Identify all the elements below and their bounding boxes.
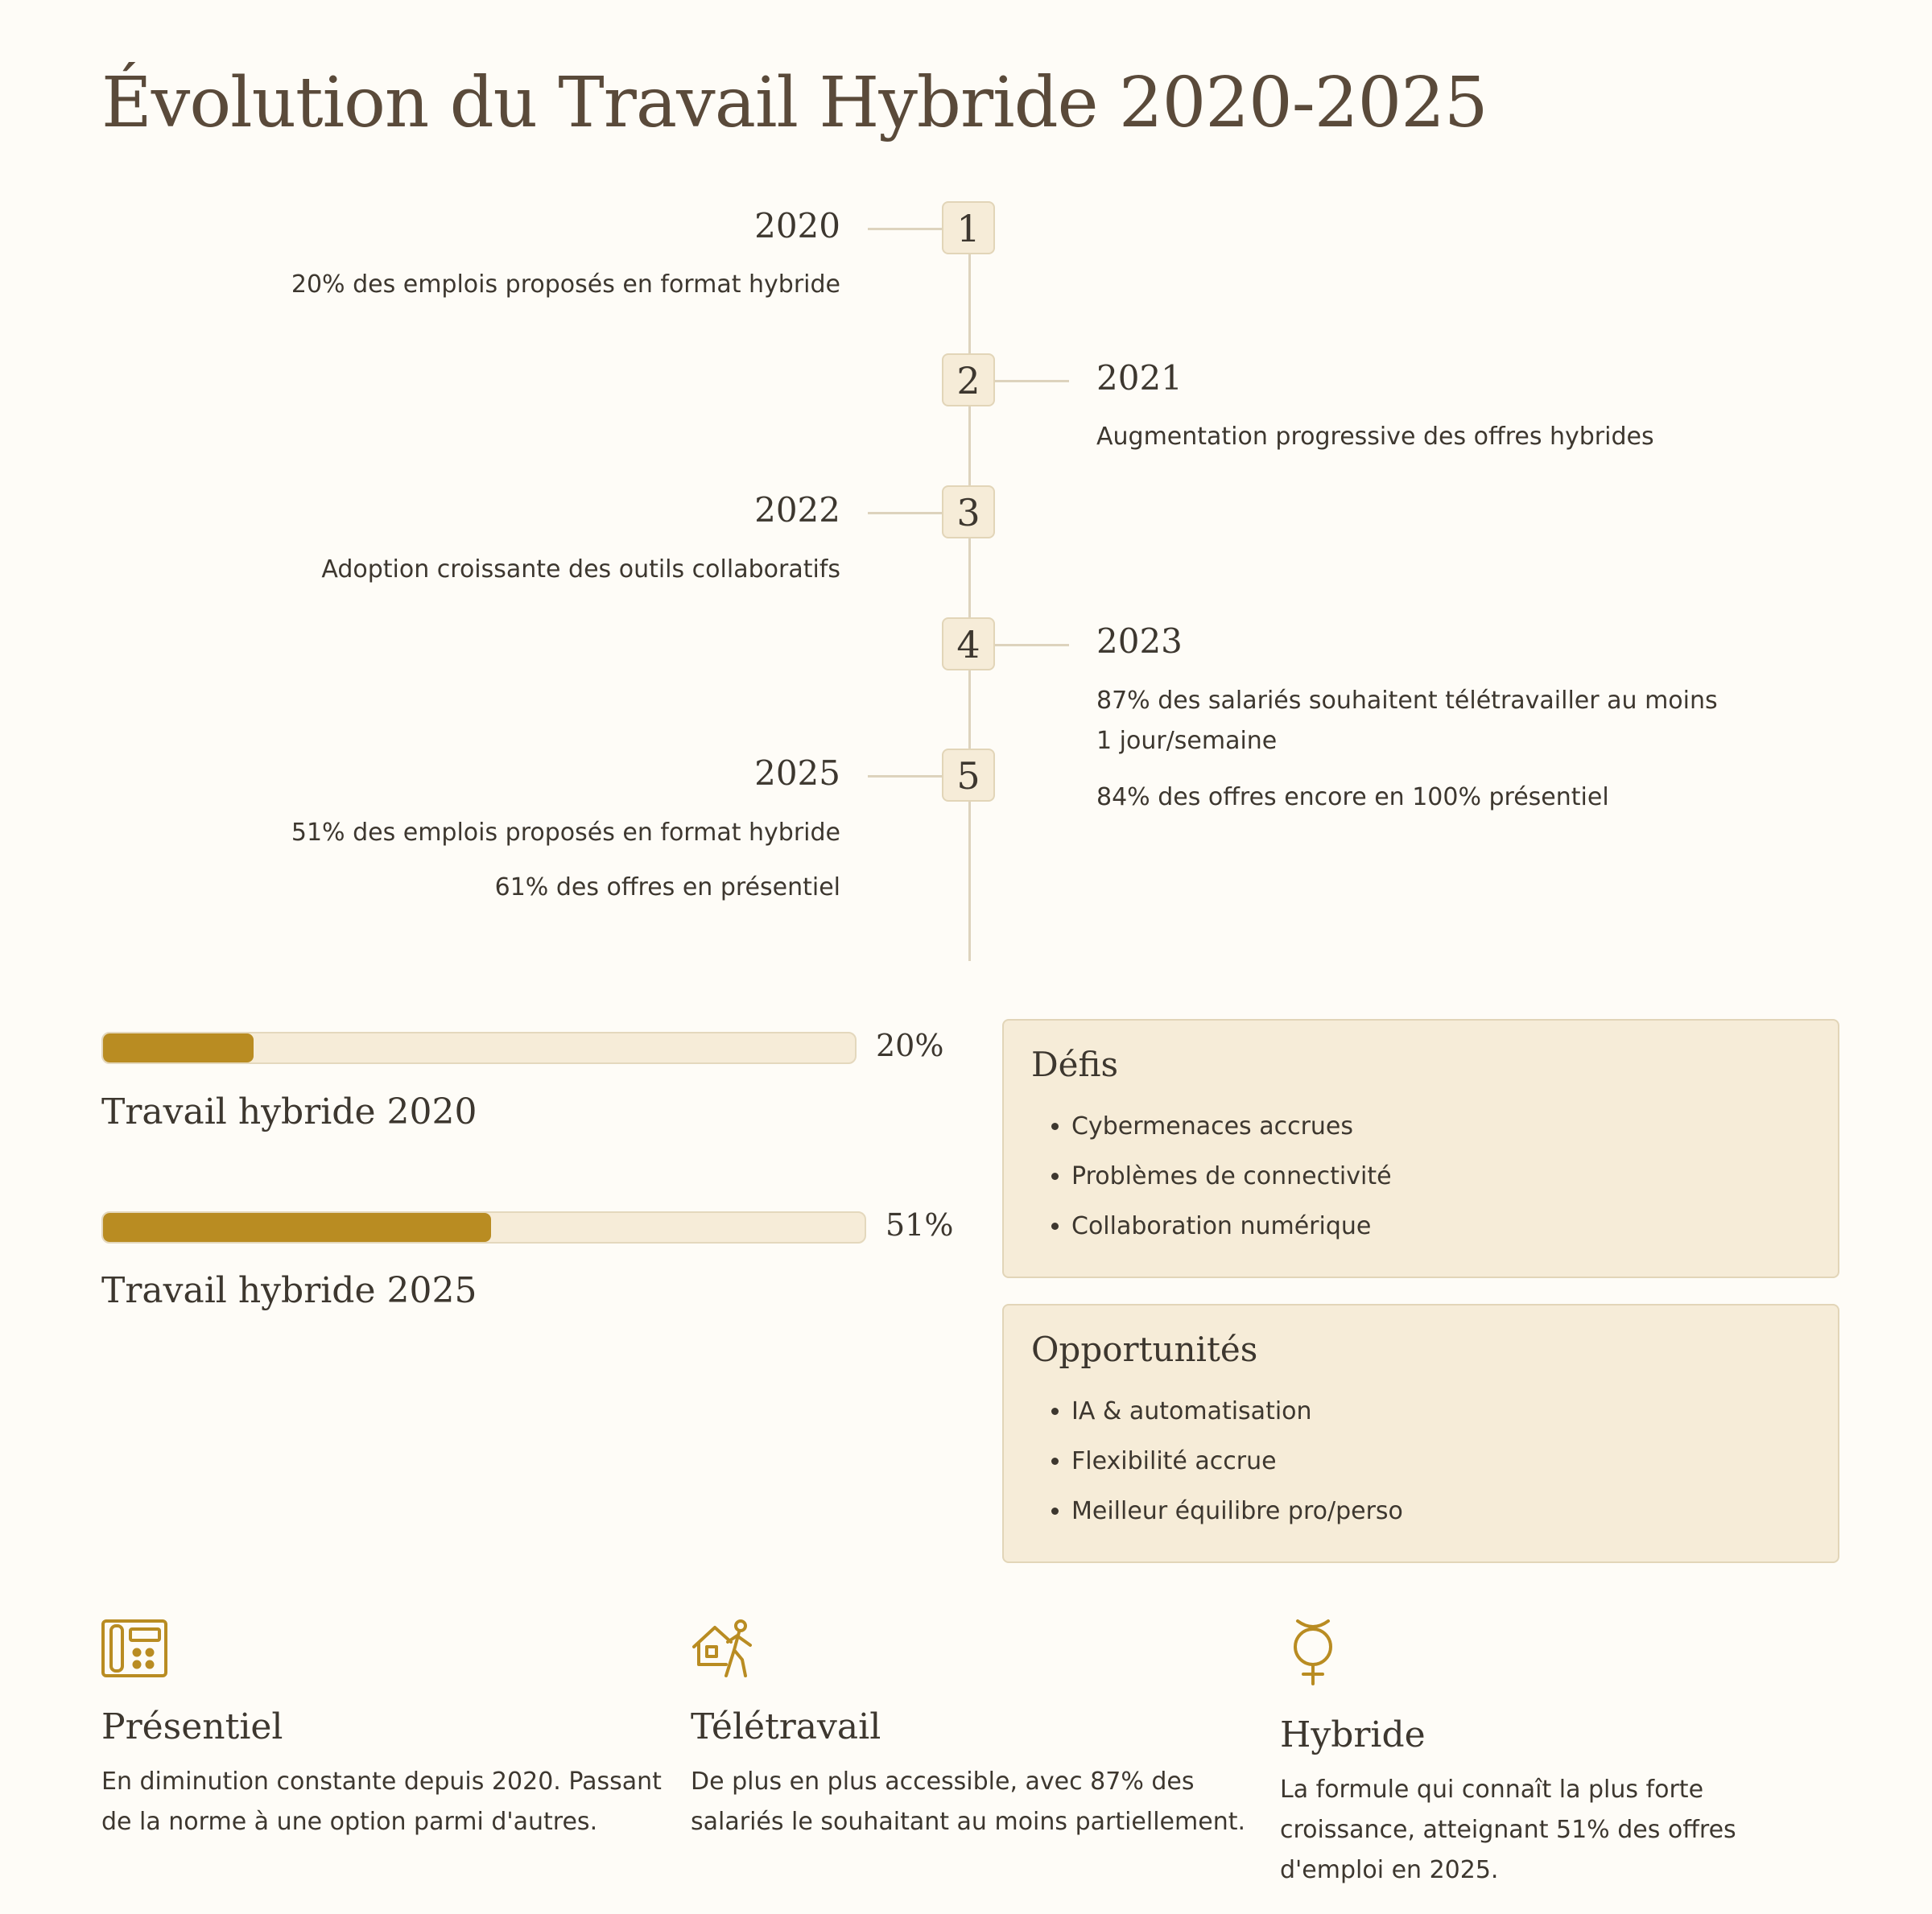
challenges-list [1031, 1102, 1810, 1252]
timeline-axis [968, 225, 971, 961]
list-item: • Flexibilité accrue [1071, 1437, 1810, 1487]
timeline-step-number: 5 [942, 749, 995, 802]
card-title: Présentiel [101, 1706, 283, 1747]
challenges-title: Défis [1031, 1045, 1119, 1084]
timeline-year: 2023 [1096, 621, 1183, 661]
hybrid-2020-label: Travail hybride 2020 [101, 1091, 477, 1132]
timeline-description: 87% des salariés souhaitent télétravailler au moins 1 jour/semaine [1096, 687, 1718, 755]
list-item: • Meilleur équilibre pro/perso [1071, 1487, 1810, 1537]
timeline-year: 2021 [1096, 358, 1183, 398]
hybrid-2020-progress-fill [103, 1033, 254, 1062]
timeline-description: 51% des emplois proposés en format hybride [291, 819, 840, 847]
list-item: • Problèmes de connectivité [1071, 1152, 1810, 1202]
timeline-description: 20% des emplois proposés en format hybride [291, 270, 840, 299]
opportunities-title: Opportunités [1031, 1330, 1258, 1369]
timeline-description: Augmentation progressive des offres hybrides [1096, 423, 1654, 451]
card-presentiel [101, 1618, 665, 1842]
mercury-symbol-icon [1280, 1618, 1346, 1687]
hybrid-2025-label: Travail hybride 2025 [101, 1270, 477, 1311]
timeline-connector [868, 775, 943, 778]
list-item: • IA & automatisation [1071, 1387, 1810, 1437]
list-item: • Cybermenaces accrues [1071, 1102, 1810, 1152]
page-title: Évolution du Travail Hybride 2020-2025 [101, 63, 1488, 143]
card-teletravail [691, 1618, 1254, 1842]
hybrid-2020-percentage: 20% [876, 1028, 944, 1063]
timeline-description: 61% des offres en présentiel [494, 873, 840, 901]
timeline-description: 84% des offres encore en 100% présentiel [1096, 783, 1609, 811]
office-phone-icon [101, 1618, 167, 1679]
card-hybride [1280, 1618, 1843, 1891]
timeline-connector [994, 380, 1069, 382]
timeline-connector [994, 644, 1069, 646]
hybrid-2020-progress-track [101, 1032, 857, 1064]
timeline-step-number: 3 [942, 485, 995, 538]
card-text: En diminution constante depuis 2020. Passant de la norme à une option parmi d'autres. [101, 1768, 662, 1836]
card-title: Télétravail [691, 1706, 881, 1747]
list-item: • Collaboration numérique [1071, 1202, 1810, 1252]
hybrid-2025-percentage: 51% [886, 1207, 954, 1243]
timeline-description: Adoption croissante des outils collaboratifs [321, 555, 840, 584]
timeline-step-number: 4 [942, 617, 995, 670]
card-text: De plus en plus accessible, avec 87% des salariés le souhaitant au moins partiellement. [691, 1768, 1246, 1836]
timeline-year: 2022 [754, 490, 840, 530]
timeline-connector [868, 512, 943, 514]
timeline-year: 2020 [754, 206, 840, 245]
house-walking-person-icon [691, 1618, 757, 1679]
challenges-panel [1002, 1019, 1839, 1278]
timeline-step-number: 1 [942, 201, 995, 254]
timeline-step-number: 2 [942, 353, 995, 406]
opportunities-panel [1002, 1304, 1839, 1563]
card-text: La formule qui connaît la plus forte croissance, atteignant 51% des offres d'emploi en 2025. [1280, 1776, 1736, 1884]
hybrid-2025-progress-track [101, 1211, 866, 1244]
timeline-connector [868, 228, 943, 230]
opportunities-list [1031, 1387, 1810, 1537]
card-title: Hybride [1280, 1714, 1426, 1755]
hybrid-2025-progress-fill [103, 1213, 491, 1242]
timeline-year: 2025 [754, 753, 840, 793]
